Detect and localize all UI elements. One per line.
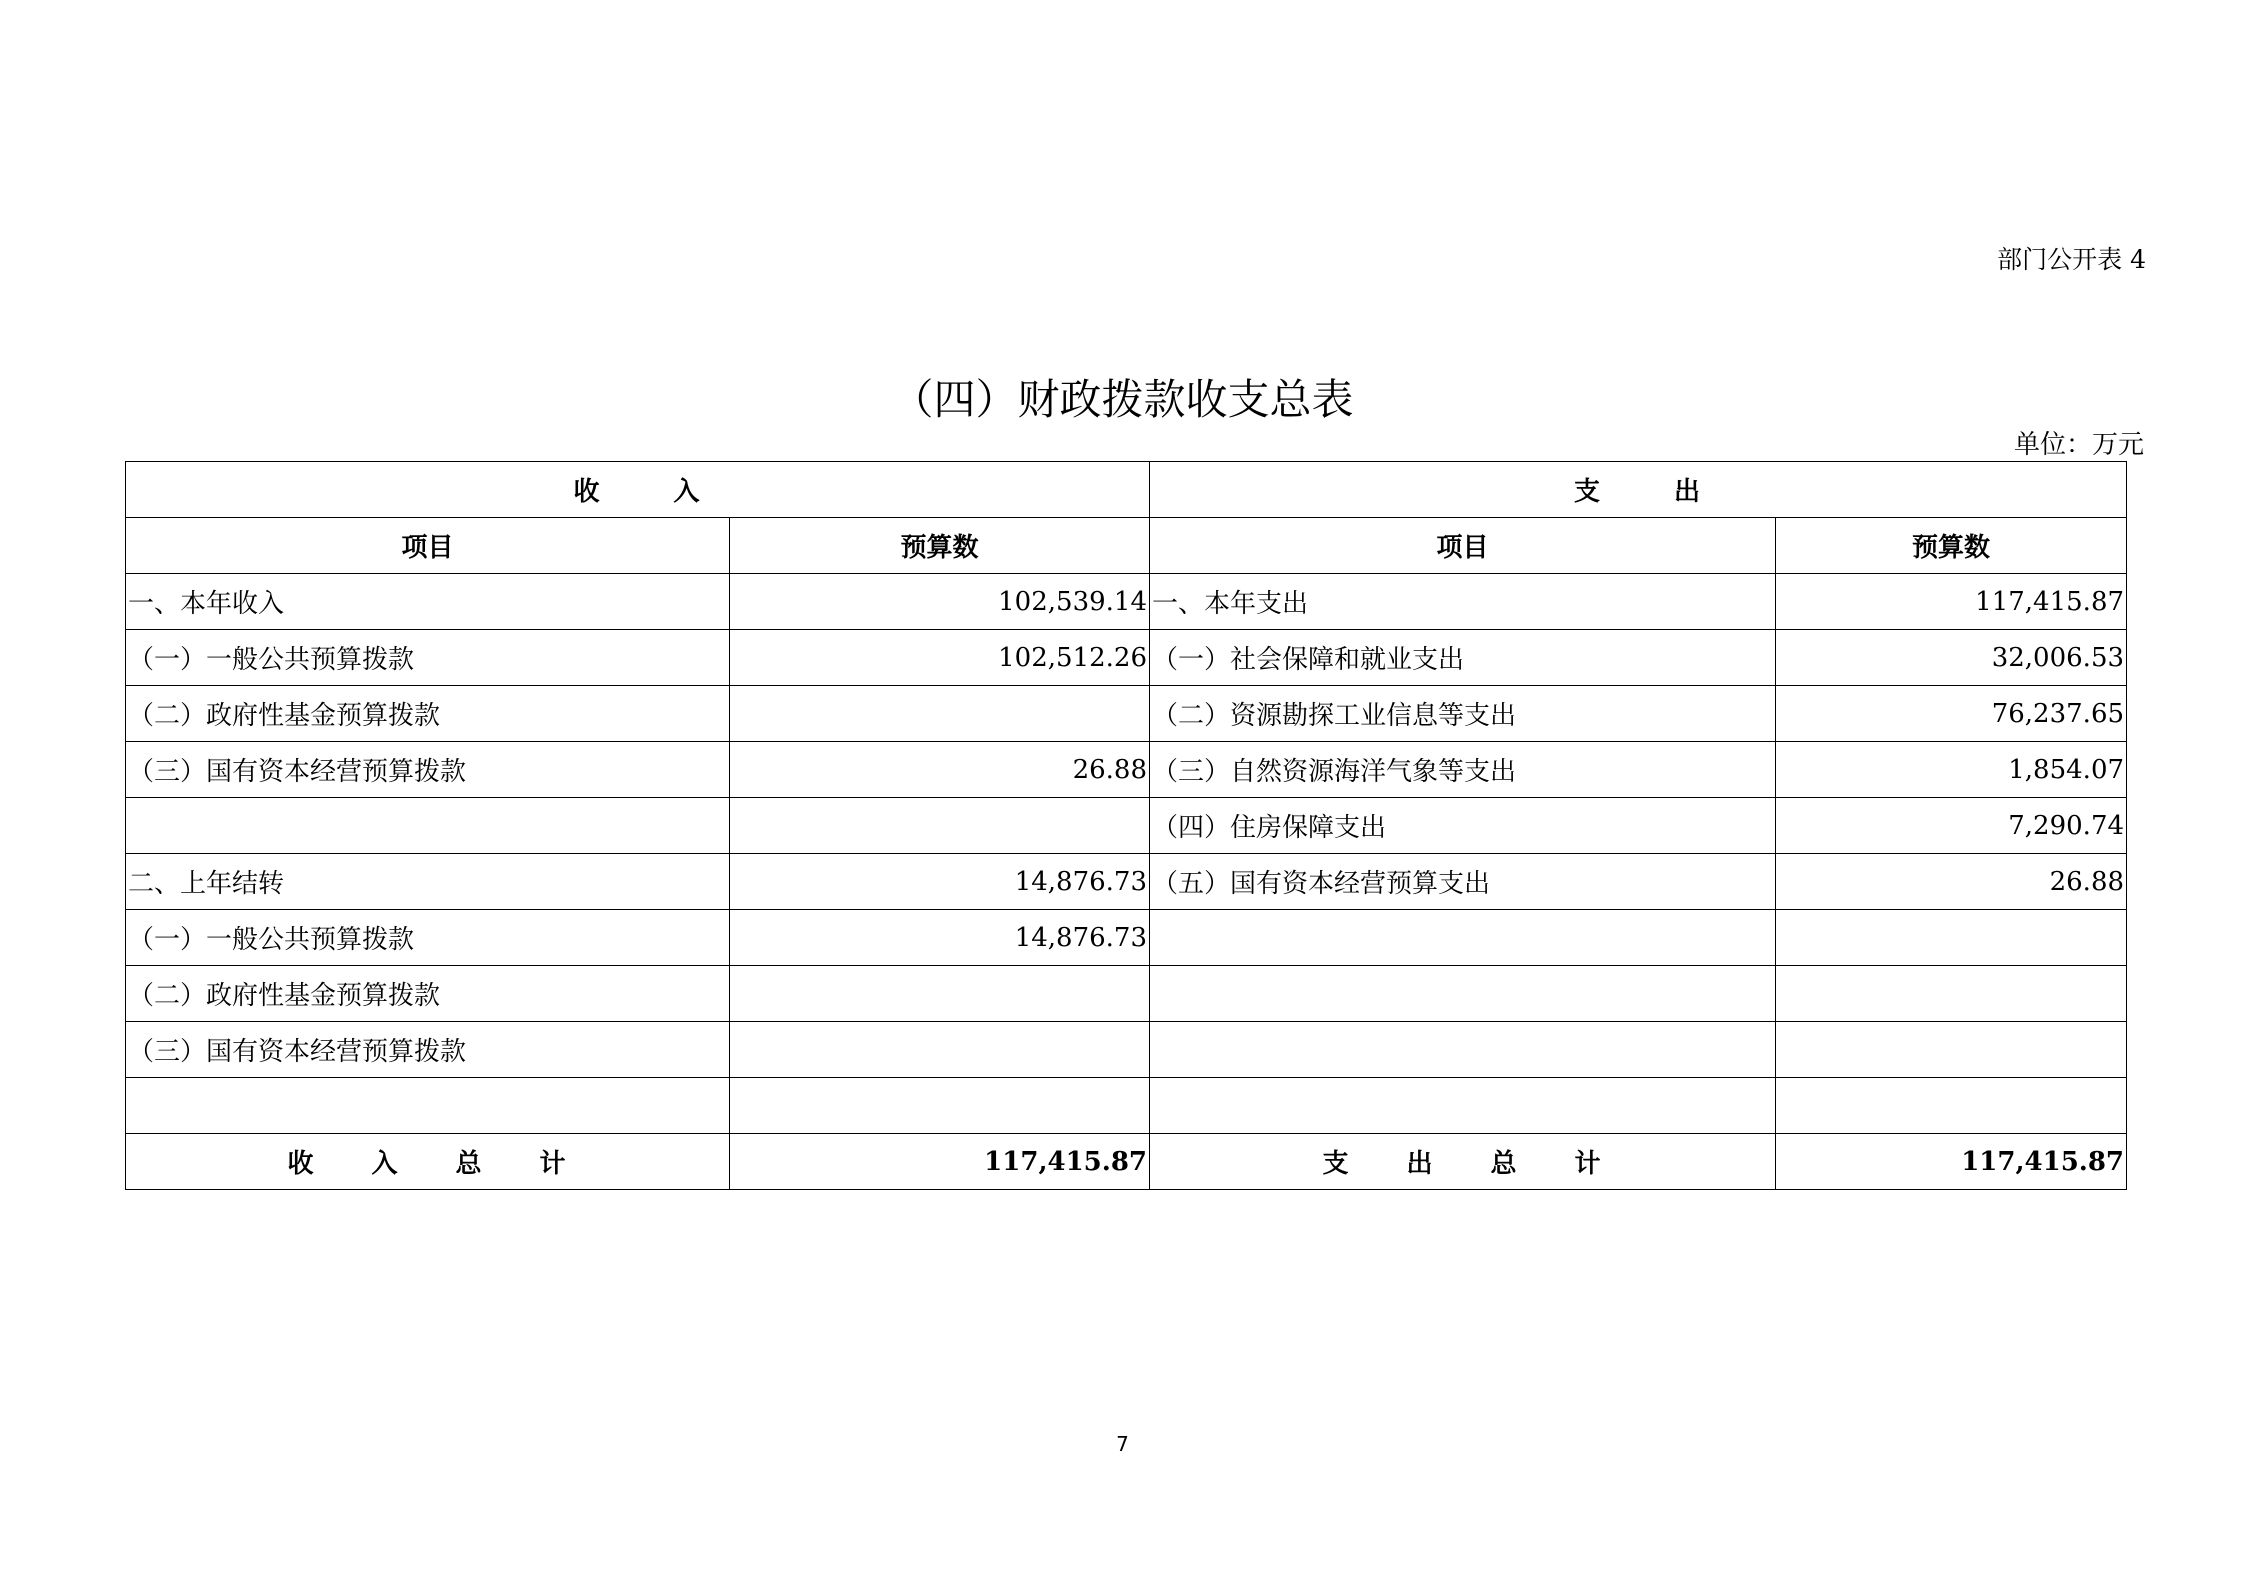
expense-item-cell: （三）自然资源海洋气象等支出 <box>1150 742 1776 798</box>
expense-item-cell: （四）住房保障支出 <box>1150 798 1776 854</box>
income-item-cell: （一）一般公共预算拨款 <box>126 630 730 686</box>
column-header-row <box>126 518 2127 574</box>
table-row <box>126 686 2127 742</box>
income-item-cell <box>126 1078 730 1134</box>
expense-item-cell <box>1150 910 1776 966</box>
income-amount-cell <box>730 686 1150 742</box>
income-amount-cell: 14,876.73 <box>730 910 1150 966</box>
expense-item-cell: 一、本年支出 <box>1150 574 1776 630</box>
income-amount-cell: 102,539.14 <box>730 574 1150 630</box>
unit-label: 单位：万元 <box>2013 430 2144 460</box>
income-item-cell: （三）国有资本经营预算拨款 <box>126 1022 730 1078</box>
expense-amount-cell <box>1776 966 2127 1022</box>
income-section-header: 收入 <box>126 462 1150 518</box>
expense-item-cell: （二）资源勘探工业信息等支出 <box>1150 686 1776 742</box>
table-row <box>126 574 2127 630</box>
income-item-cell: （三）国有资本经营预算拨款 <box>126 742 730 798</box>
table-row <box>126 630 2127 686</box>
page-number: 7 <box>1116 1432 1129 1456</box>
income-item-cell: 一、本年收入 <box>126 574 730 630</box>
expense-item-cell: （五）国有资本经营预算支出 <box>1150 854 1776 910</box>
table-row <box>126 910 2127 966</box>
income-item-cell: （二）政府性基金预算拨款 <box>126 686 730 742</box>
income-total-label: 收入总计 <box>126 1134 730 1190</box>
expense-amount-cell: 32,006.53 <box>1776 630 2127 686</box>
expense-section-header: 支出 <box>1150 462 2127 518</box>
table-row <box>126 798 2127 854</box>
income-amount-cell: 26.88 <box>730 742 1150 798</box>
expense-amount-cell: 117,415.87 <box>1776 574 2127 630</box>
expense-item-cell <box>1150 966 1776 1022</box>
income-amount-cell <box>730 798 1150 854</box>
income-item-cell: 二、上年结转 <box>126 854 730 910</box>
expense-item-cell <box>1150 1078 1776 1134</box>
total-row <box>126 1134 2127 1190</box>
income-item-cell <box>126 798 730 854</box>
table-row <box>126 966 2127 1022</box>
document-label: 部门公开表 4 <box>1997 245 2146 274</box>
expense-total-amount: 117,415.87 <box>1776 1134 2127 1190</box>
expense-item-cell: （一）社会保障和就业支出 <box>1150 630 1776 686</box>
expense-amount-cell <box>1776 1022 2127 1078</box>
table-row <box>126 742 2127 798</box>
expense-amount-cell: 1,854.07 <box>1776 742 2127 798</box>
expense-amount-cell <box>1776 910 2127 966</box>
income-item-column-header: 项目 <box>126 518 730 574</box>
expense-item-cell <box>1150 1022 1776 1078</box>
expense-amount-cell: 7,290.74 <box>1776 798 2127 854</box>
table-row <box>126 854 2127 910</box>
income-amount-cell <box>730 1022 1150 1078</box>
expense-budget-column-header: 预算数 <box>1776 518 2127 574</box>
income-item-cell: （一）一般公共预算拨款 <box>126 910 730 966</box>
income-amount-cell: 102,512.26 <box>730 630 1150 686</box>
income-item-cell: （二）政府性基金预算拨款 <box>126 966 730 1022</box>
page-title: （四）财政拨款收支总表 <box>891 375 1354 424</box>
income-budget-column-header: 预算数 <box>730 518 1150 574</box>
table-row <box>126 1022 2127 1078</box>
income-total-amount: 117,415.87 <box>730 1134 1150 1190</box>
income-amount-cell: 14,876.73 <box>730 854 1150 910</box>
financial-summary-table <box>125 461 2127 1190</box>
table-row <box>126 1078 2127 1134</box>
expense-item-column-header: 项目 <box>1150 518 1776 574</box>
expense-amount-cell: 26.88 <box>1776 854 2127 910</box>
section-header-row <box>126 462 2127 518</box>
expense-total-label: 支出总计 <box>1150 1134 1776 1190</box>
income-amount-cell <box>730 1078 1150 1134</box>
expense-amount-cell <box>1776 1078 2127 1134</box>
income-amount-cell <box>730 966 1150 1022</box>
expense-amount-cell: 76,237.65 <box>1776 686 2127 742</box>
